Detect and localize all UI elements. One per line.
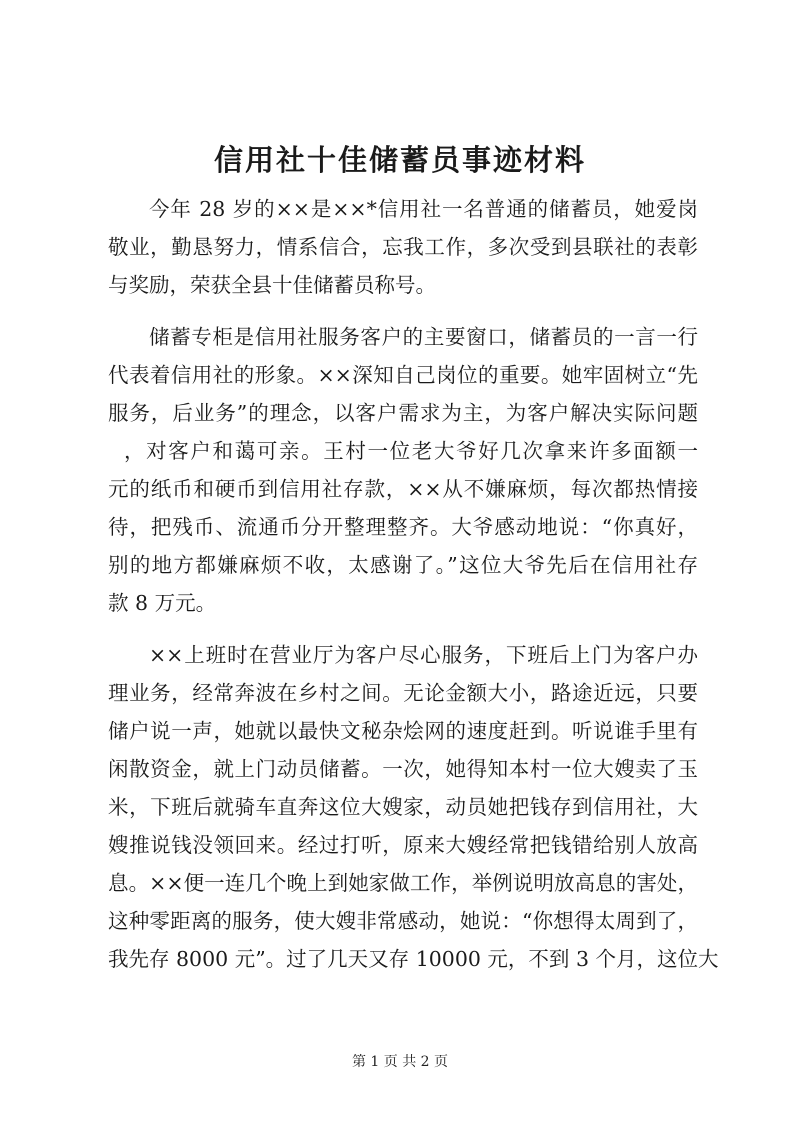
paragraph-line: 这种零距离的服务，使大嫂非常感动，她说：“你想得太周到了， bbox=[108, 909, 698, 933]
paragraph-line: 待，把残币、流通币分开整理整齐。大爷感动地说：“你真好， bbox=[108, 515, 698, 539]
paragraph-line: 米，下班后就骑车直奔这位大嫂家，动员她把钱存到信用社，大 bbox=[108, 795, 698, 819]
paragraph-line: 息。××便一连几个晚上到她家做工作，举例说明放高息的害处， bbox=[108, 871, 698, 895]
paragraph-line: 元的纸币和硬币到信用社存款，××从不嫌麻烦，每次都热情接 bbox=[108, 477, 698, 501]
page-number-footer: 第 1 页 共 2 页 bbox=[351, 1054, 449, 1070]
paragraph-line: 嫂推说钱没领回来。经过打听，原来大嫂经常把钱错给别人放高 bbox=[108, 833, 698, 857]
paragraph-line: 别的地方都嫌麻烦不收，太感谢了。”这位大爷先后在信用社存 bbox=[108, 553, 698, 577]
paragraph-2 bbox=[108, 318, 698, 622]
paragraph-line: 我先存 8000 元”。过了几天又存 10000 元，不到 3 个月，这位大 bbox=[108, 947, 719, 971]
paragraph-line: 闲散资金，就上门动员储蓄。一次，她得知本村一位大嫂卖了玉 bbox=[108, 757, 698, 781]
paragraph-line: 储蓄专柜是信用社服务客户的主要窗口，储蓄员的一言一行 bbox=[149, 325, 698, 349]
paragraph-line: ，对客户和蔼可亲。王村一位老大爷好几次拿来许多面额一 bbox=[124, 439, 698, 463]
document-body bbox=[108, 190, 719, 978]
paragraph-line: 理业务，经常奔波在乡村之间。无论金额大小，路途近远，只要 bbox=[108, 681, 698, 705]
document-title: 信用社十佳储蓄员事迹材料 bbox=[213, 143, 586, 177]
paragraph-line: 储户说一声，她就以最快文秘杂烩网的速度赶到。听说谁手里有 bbox=[108, 719, 698, 743]
paragraph-line: 与奖励，荣获全县十佳储蓄员称号。 bbox=[108, 273, 436, 297]
paragraph-line: 服务，后业务”的理念，以客户需求为主，为客户解决实际问题 bbox=[108, 401, 698, 425]
paragraph-line: 代表着信用社的形象。××深知自己岗位的重要。她牢固树立“先 bbox=[108, 363, 698, 387]
paragraph-3 bbox=[108, 636, 719, 978]
paragraph-line: 今年 28 岁的××是××*信用社一名普通的储蓄员，她爱岗 bbox=[149, 197, 698, 221]
paragraph-1 bbox=[108, 190, 698, 304]
paragraph-spacer bbox=[108, 304, 698, 318]
paragraph-spacer bbox=[108, 622, 698, 636]
paragraph-line: ××上班时在营业厅为客户尽心服务，下班后上门为客户办 bbox=[149, 643, 698, 667]
paragraph-line: 款 8 万元。 bbox=[108, 591, 217, 615]
paragraph-line: 敬业，勤恳努力，情系信合，忘我工作，多次受到县联社的表彰 bbox=[108, 235, 698, 259]
